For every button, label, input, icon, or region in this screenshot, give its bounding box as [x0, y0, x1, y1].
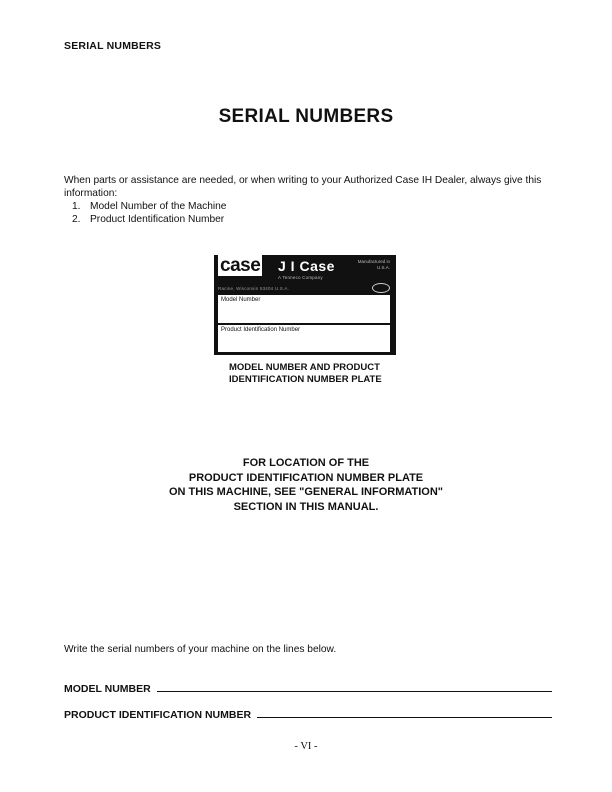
section-header-label: SERIAL NUMBERS: [64, 40, 162, 52]
plate-brand-subtitle: A Tenneco Company: [278, 275, 323, 280]
list-item-number: 2.: [72, 214, 81, 225]
plate-seal-icon: [372, 283, 390, 293]
plate-pin-label: Product Identification Number: [221, 327, 301, 333]
case-logo: case: [220, 255, 261, 276]
list-item: [72, 213, 226, 226]
page-title: SERIAL NUMBERS: [218, 106, 394, 127]
location-note-line: PRODUCT IDENTIFICATION NUMBER PLATE: [188, 471, 424, 484]
location-note-line: ON THIS MACHINE, SEE "GENERAL INFORMATION": [168, 486, 444, 498]
plate-corner-text: Manufactured in U.S.A.: [357, 259, 390, 270]
model-number-record-row: [64, 683, 552, 695]
info-list: [72, 200, 226, 226]
plate-model-field: [218, 295, 390, 323]
identification-plate-image: [214, 255, 396, 355]
plate-caption-line: IDENTIFICATION NUMBER PLATE: [229, 374, 382, 385]
plate-pin-field: [218, 325, 390, 352]
write-instruction: Write the serial numbers of your machine on the lines below.: [64, 644, 337, 655]
page-number: - VI -: [294, 741, 318, 752]
plate-address-line: Racine, Wisconsin 53404 U.S.A.: [218, 286, 290, 291]
model-number-write-line: [157, 691, 552, 692]
model-number-label: MODEL NUMBER: [64, 683, 151, 695]
plate-model-label: Model Number: [221, 297, 261, 303]
plate-header: [214, 255, 396, 285]
plate-brand-name: J I Case: [278, 258, 335, 274]
plate-caption-line: MODEL NUMBER AND PRODUCT: [229, 362, 380, 373]
location-note-line: FOR LOCATION OF THE: [242, 457, 370, 469]
list-item-number: 1.: [72, 201, 81, 212]
list-item: [72, 200, 226, 213]
plate-caption: [229, 362, 382, 386]
list-item-label: Product Identification Number: [90, 214, 225, 225]
location-note-line: SECTION IN THIS MANUAL.: [233, 500, 379, 513]
pin-write-line: [257, 717, 552, 718]
intro-paragraph: When parts or assistance are needed, or when writing to your Authorized Case IH Dealer, always give this information:: [64, 175, 542, 199]
location-note: [0, 456, 612, 514]
pin-label: PRODUCT IDENTIFICATION NUMBER: [64, 709, 252, 721]
list-item-label: Model Number of the Machine: [90, 201, 227, 212]
pin-record-row: [64, 709, 552, 721]
